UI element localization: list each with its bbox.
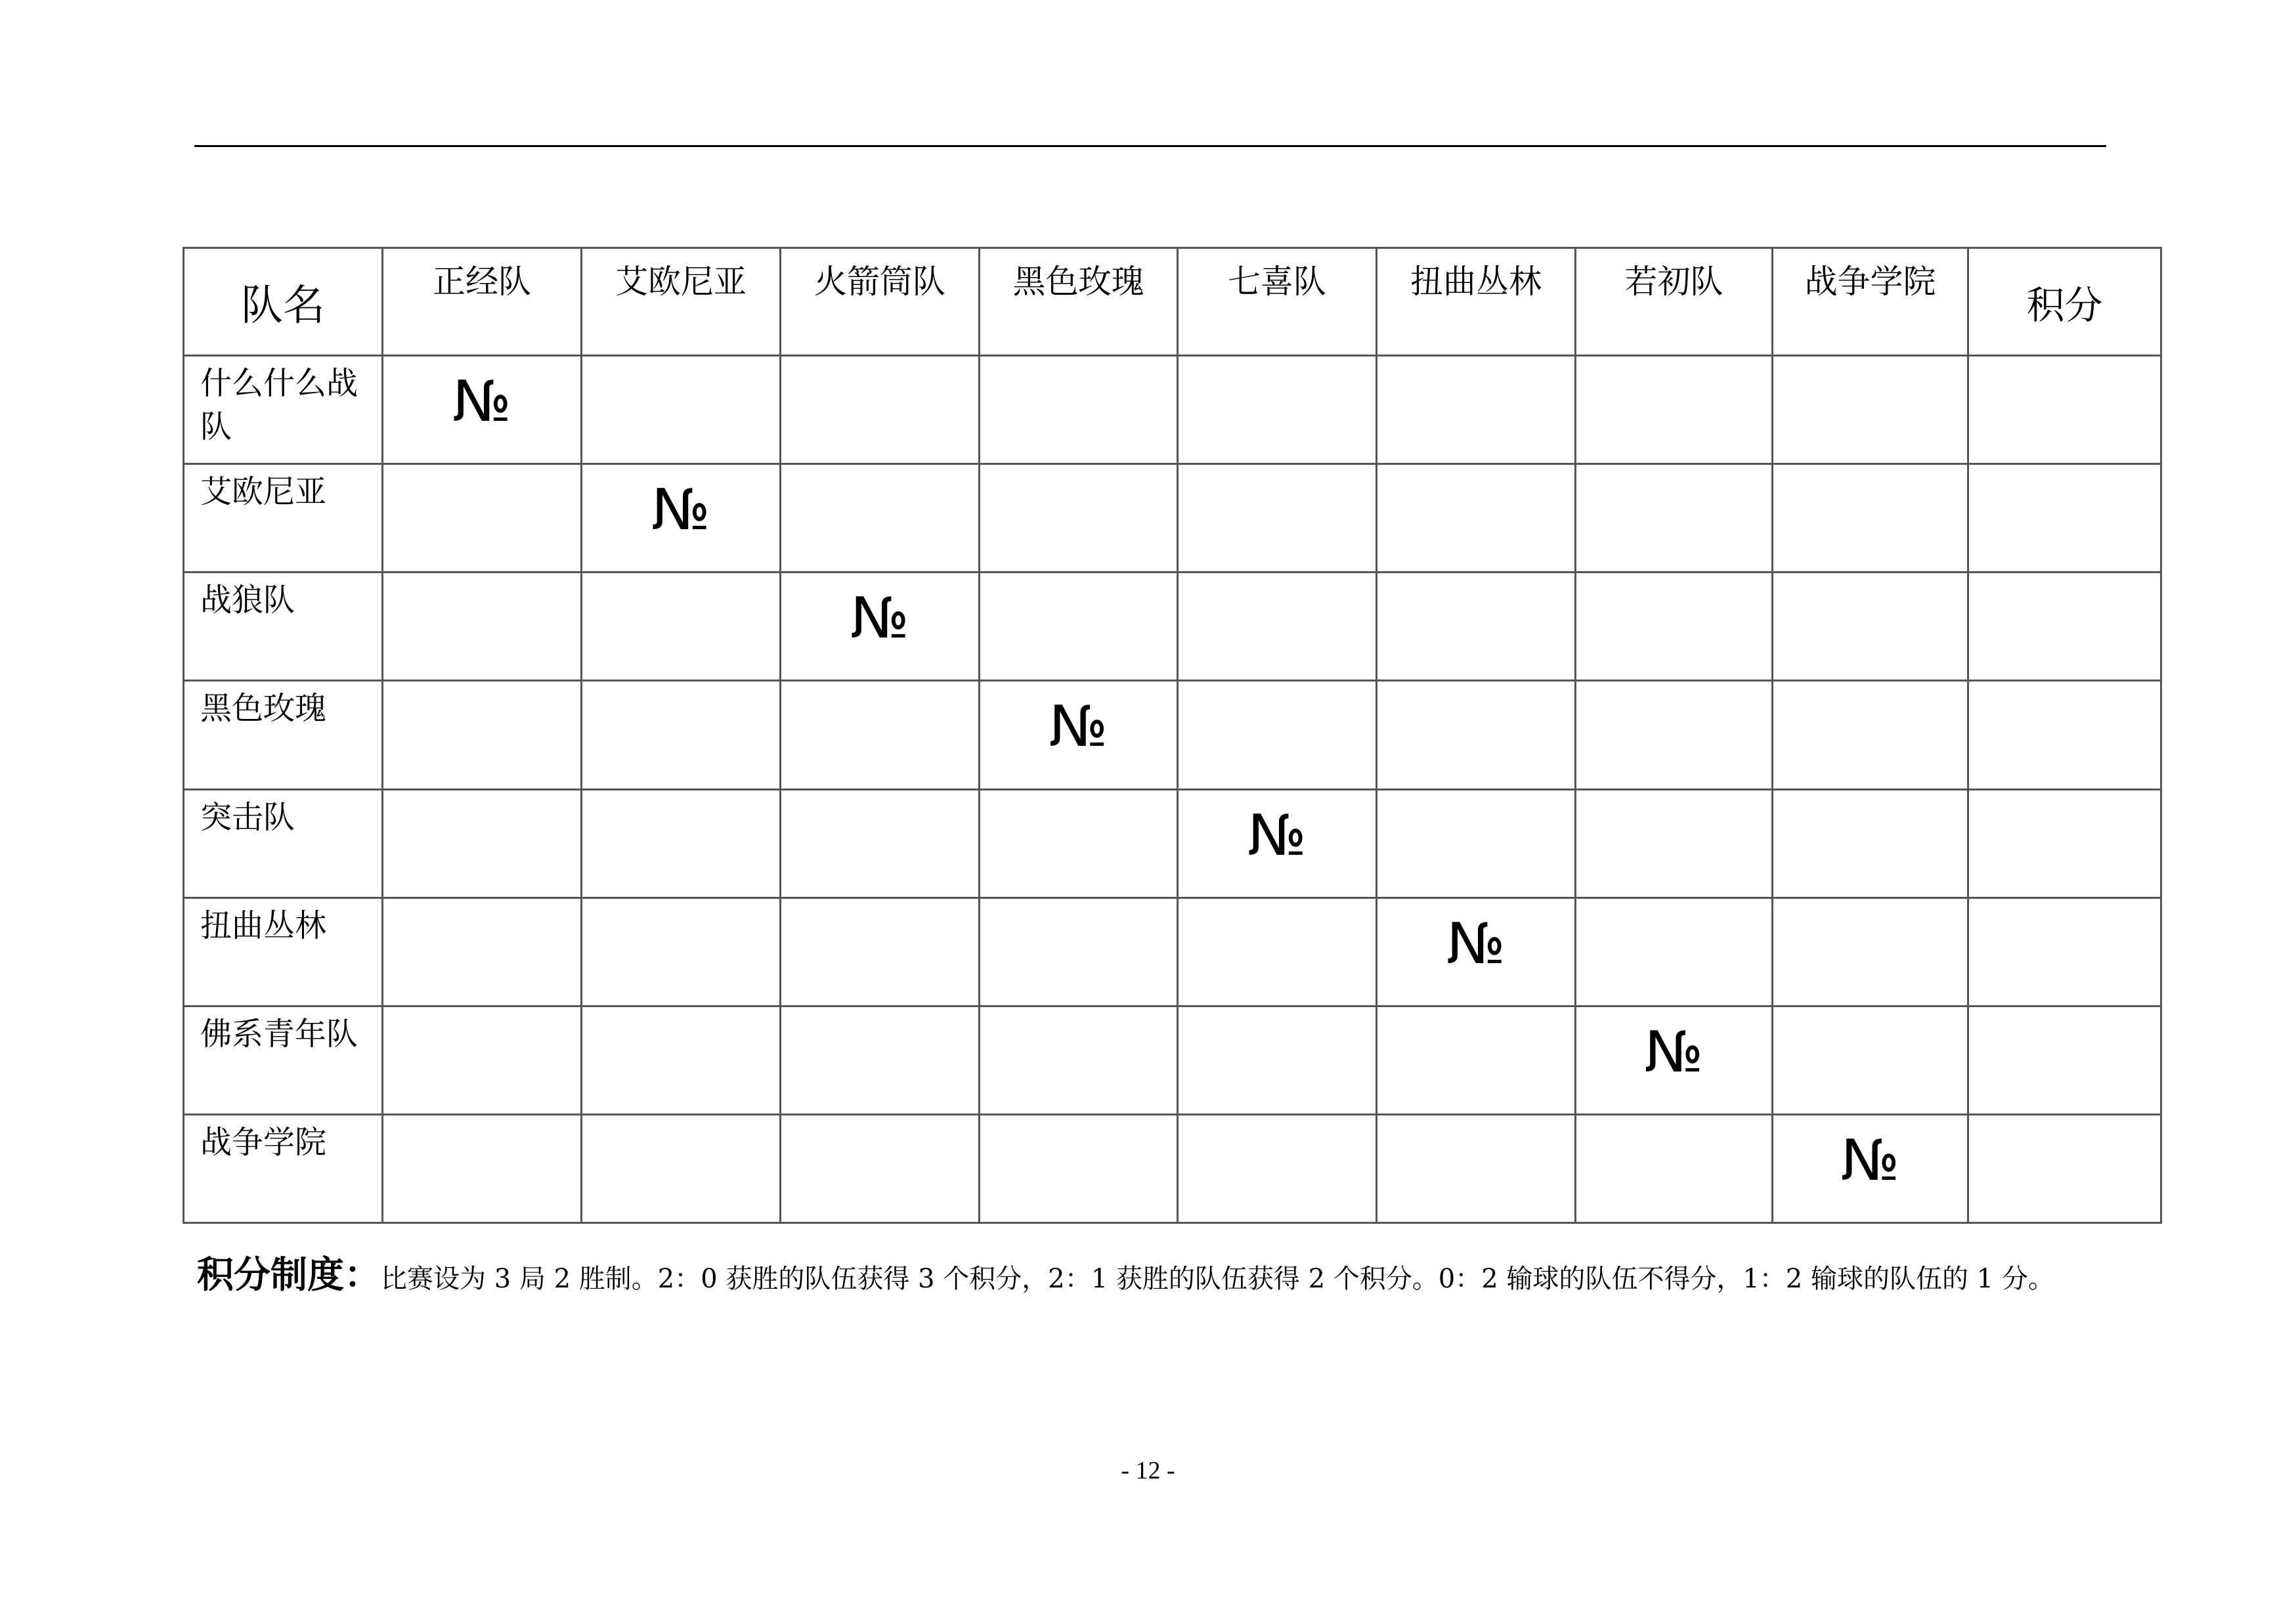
match-result-cell	[582, 681, 781, 789]
match-result-cell	[980, 1006, 1178, 1114]
score-column-header: 积分	[1968, 248, 2161, 356]
column-header: 扭曲丛林	[1377, 248, 1576, 356]
match-result-cell	[1178, 1006, 1377, 1114]
header-rule	[194, 145, 2106, 147]
match-result-cell	[1773, 789, 1968, 897]
row-team-name: 突击队	[184, 789, 383, 897]
score-cell	[1968, 464, 2161, 573]
header-row	[184, 248, 2161, 356]
match-result-cell	[1178, 356, 1377, 464]
numero-mark: №	[1049, 694, 1108, 760]
column-header: 火箭筒队	[781, 248, 980, 356]
score-cell	[1968, 1114, 2161, 1222]
match-result-cell	[1773, 897, 1968, 1006]
match-result-cell	[1178, 464, 1377, 573]
column-header: 黑色玫瑰	[980, 248, 1178, 356]
match-result-cell	[383, 1006, 582, 1114]
match-result-cell	[781, 464, 980, 573]
numero-mark: №	[1840, 1127, 1900, 1194]
row-team-name: 艾欧尼亚	[184, 464, 383, 573]
score-table	[183, 247, 2162, 1224]
column-header: 若初队	[1576, 248, 1773, 356]
match-result-cell	[1576, 464, 1773, 573]
match-result-cell	[980, 789, 1178, 897]
match-result-cell	[1377, 464, 1576, 573]
match-result-cell	[980, 573, 1178, 681]
match-result-cell	[383, 1114, 582, 1222]
match-result-cell	[582, 356, 781, 464]
match-result-cell	[1773, 681, 1968, 789]
match-result-cell	[582, 573, 781, 681]
column-header: 七喜队	[1178, 248, 1377, 356]
match-result-cell	[1377, 356, 1576, 464]
match-result-cell	[781, 789, 980, 897]
match-result-cell	[1377, 573, 1576, 681]
team-row	[184, 897, 2161, 1006]
row-team-name: 黑色玫瑰	[184, 681, 383, 789]
column-header: 正经队	[383, 248, 582, 356]
column-header: 战争学院	[1773, 248, 1968, 356]
match-result-cell	[1377, 681, 1576, 789]
match-result-cell	[383, 573, 582, 681]
team-row	[184, 356, 2161, 464]
self-match-cell	[582, 464, 781, 573]
match-result-cell	[582, 1114, 781, 1222]
scoring-rules-text: 比赛设为 3 局 2 胜制。2：0 获胜的队伍获得 3 个积分，2：1 获胜的队伍获得 2 个积分。0：2 输球的队伍不得分，1：2 输球的队伍的 1 分。	[381, 1264, 2054, 1294]
score-cell	[1968, 897, 2161, 1006]
match-result-cell	[582, 897, 781, 1006]
numero-mark: №	[1644, 1019, 1704, 1085]
match-result-cell	[1377, 1006, 1576, 1114]
match-result-cell	[781, 897, 980, 1006]
column-header: 艾欧尼亚	[582, 248, 781, 356]
team-row	[184, 464, 2161, 573]
numero-mark: №	[1247, 802, 1307, 869]
row-team-name: 佛系青年队	[184, 1006, 383, 1114]
score-cell	[1968, 681, 2161, 789]
row-team-name: 扭曲丛林	[184, 897, 383, 1006]
scoring-rules	[197, 1243, 2140, 1312]
match-result-cell	[1576, 897, 1773, 1006]
score-cell	[1968, 789, 2161, 897]
numero-mark: №	[651, 477, 710, 544]
self-match-cell	[1178, 789, 1377, 897]
match-result-cell	[1178, 897, 1377, 1006]
match-result-cell	[1576, 356, 1773, 464]
match-result-cell	[980, 464, 1178, 573]
score-cell	[1968, 1006, 2161, 1114]
self-match-cell	[1576, 1006, 1773, 1114]
self-match-cell	[1377, 897, 1576, 1006]
match-result-cell	[781, 1114, 980, 1222]
match-result-cell	[1773, 573, 1968, 681]
row-team-name: 战争学院	[184, 1114, 383, 1222]
match-result-cell	[1377, 1114, 1576, 1222]
numero-mark: №	[1446, 911, 1505, 977]
match-result-cell	[1576, 573, 1773, 681]
match-result-cell	[1377, 789, 1576, 897]
numero-mark: №	[850, 586, 909, 652]
row-team-name: 战狼队	[184, 573, 383, 681]
match-result-cell	[980, 356, 1178, 464]
team-row	[184, 1006, 2161, 1114]
match-result-cell	[1178, 1114, 1377, 1222]
match-result-cell	[1576, 789, 1773, 897]
row-team-name: 什么什么战队	[184, 356, 383, 464]
match-result-cell	[1178, 573, 1377, 681]
match-result-cell	[383, 681, 582, 789]
self-match-cell	[1773, 1114, 1968, 1222]
team-row	[184, 573, 2161, 681]
match-result-cell	[980, 1114, 1178, 1222]
team-row	[184, 681, 2161, 789]
match-result-cell	[383, 789, 582, 897]
match-result-cell	[980, 897, 1178, 1006]
match-result-cell	[1576, 1114, 1773, 1222]
match-result-cell	[781, 1006, 980, 1114]
team-row	[184, 1114, 2161, 1222]
page-number: - 12 -	[1121, 1457, 1175, 1484]
match-result-cell	[781, 356, 980, 464]
score-cell	[1968, 573, 2161, 681]
match-result-cell	[383, 897, 582, 1006]
match-result-cell	[1773, 1006, 1968, 1114]
match-result-cell	[1773, 464, 1968, 573]
scoring-rules-title: 积分制度：	[197, 1254, 381, 1297]
match-result-cell	[582, 1006, 781, 1114]
corner-header: 队名	[184, 248, 383, 356]
match-result-cell	[582, 789, 781, 897]
self-match-cell	[781, 573, 980, 681]
score-cell	[1968, 356, 2161, 464]
team-row	[184, 789, 2161, 897]
self-match-cell	[383, 356, 582, 464]
match-result-cell	[781, 681, 980, 789]
match-result-cell	[1576, 681, 1773, 789]
match-result-cell	[383, 464, 582, 573]
numero-mark: №	[452, 369, 511, 435]
self-match-cell	[980, 681, 1178, 789]
match-result-cell	[1178, 681, 1377, 789]
match-result-cell	[1773, 356, 1968, 464]
